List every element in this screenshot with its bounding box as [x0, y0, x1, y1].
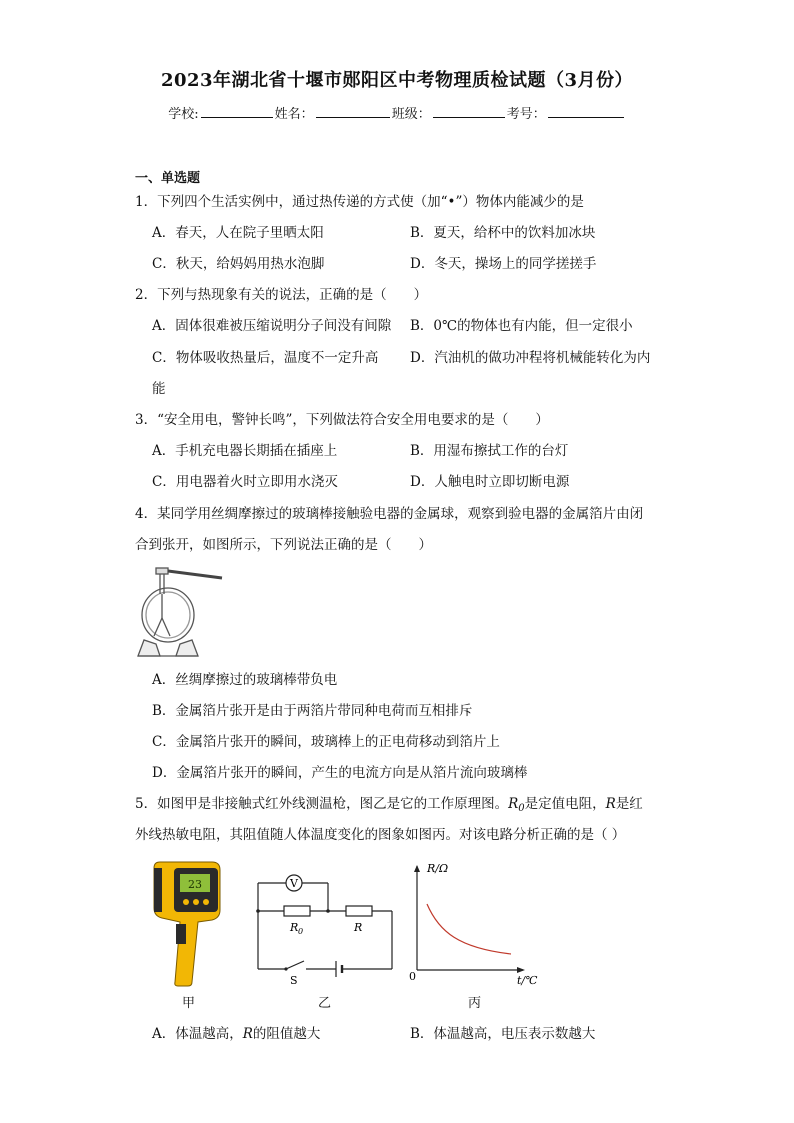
q3-stem: 3．“安全用电，警钟长鸣”，下列做法符合安全用电要求的是（ ） — [135, 412, 549, 428]
q2-option-a: A．固体很难被压缩说明分子间没有间隙 — [152, 318, 392, 334]
exam-no-blank — [548, 104, 624, 118]
section-heading: 一、单选题 — [135, 171, 201, 186]
ir-thermometer-figure — [148, 858, 228, 988]
figure-caption-yi: 乙 — [318, 996, 332, 1011]
q2-option-d-continued: 能 — [152, 381, 166, 397]
q5-stem-line1 — [135, 794, 643, 819]
exam-no-label: 考号： — [506, 107, 546, 122]
q1-option-c: C．秋天，给妈妈用热水泡脚 — [152, 256, 325, 272]
q2-option-d: D．汽油机的做功冲程将机械能转化为内 — [410, 350, 651, 366]
q3-option-c: C．用电器着火时立即用水浇灭 — [152, 474, 338, 490]
q1-option-a: A．春天，人在院子里晒太阳 — [152, 225, 324, 241]
circuit-r0-label: R — [290, 921, 299, 934]
q5-option-a-prefix: A．体温越高， — [152, 1026, 243, 1042]
q4-option-d: D．金属箔片张开的瞬间，产生的电流方向是从箔片流向玻璃棒 — [152, 765, 528, 781]
r0-subscript: 0 — [518, 803, 525, 814]
q4-option-a: A．丝绸摩擦过的玻璃棒带负电 — [152, 672, 338, 688]
q2-stem: 2．下列与热现象有关的说法，正确的是（ ） — [135, 287, 428, 303]
q1-option-d: D．冬天，操场上的同学搓搓手 — [410, 256, 597, 272]
q5-stem-part3: 是红 — [615, 796, 643, 812]
class-label: 班级： — [391, 107, 431, 122]
q4-option-c: C．金属箔片张开的瞬间，玻璃棒上的正电荷移动到箔片上 — [152, 734, 500, 750]
q5-option-a — [152, 1024, 320, 1044]
page-title: 2023年湖北省十堰市郧阳区中考物理质检试题（3月份） — [160, 70, 634, 91]
q5-stem-part2: 是定值电阻， — [524, 796, 606, 812]
name-label: 姓名： — [274, 107, 314, 122]
school-blank — [201, 104, 273, 118]
q1-stem: 1．下列四个生活实例中，通过热传递的方式使（加“•”）物体内能减少的是 — [135, 194, 584, 210]
q5-option-b: B．体温越高，电压表示数越大 — [410, 1026, 596, 1042]
q3-option-b: B．用湿布擦拭工作的台灯 — [410, 443, 569, 459]
q4-stem-line1: 4．某同学用丝绸摩擦过的玻璃棒接触验电器的金属球，观察到验电器的金属箔片由闭 — [135, 506, 644, 522]
voltmeter-label: V — [290, 877, 298, 890]
q1-option-b: B．夏天，给杯中的饮料加冰块 — [410, 225, 596, 241]
figure-caption-bing: 丙 — [468, 996, 482, 1011]
q4-stem-line2: 合到张开，如图所示，下列说法正确的是（ ） — [135, 537, 432, 553]
q2-option-c: C．物体吸收热量后，温度不一定升高 — [152, 350, 379, 366]
resistance-temperature-graph — [405, 858, 555, 988]
q2-option-b: B．0℃的物体也有内能，但一定很小 — [410, 318, 633, 334]
figure-caption-jia: 甲 — [182, 996, 196, 1011]
q3-option-a: A．手机充电器长期插在插座上 — [152, 443, 338, 459]
q5-stem-part1: 5．如图甲是非接触式红外线测温枪，图乙是它的工作原理图。 — [135, 796, 509, 812]
circuit-r0-subscript: 0 — [298, 927, 304, 936]
school-label: 学校: — [168, 107, 199, 122]
circuit-diagram — [252, 865, 397, 985]
electroscope-figure — [130, 560, 230, 660]
resistance-curve — [427, 904, 511, 954]
q5-option-a-symbol: R — [242, 1026, 253, 1042]
q4-option-b: B．金属箔片张开是由于两箔片带同种电荷而互相排斥 — [152, 703, 473, 719]
q3-option-d: D．人触电时立即切断电源 — [410, 474, 570, 490]
name-blank — [316, 104, 390, 118]
student-info-line — [0, 103, 794, 122]
q5-stem-line2: 外线热敏电阻，其阻值随人体温度变化的图象如图丙。对该电路分析正确的是（ ） — [135, 827, 626, 843]
class-blank — [433, 104, 505, 118]
q5-option-a-suffix: 的阻值越大 — [252, 1026, 321, 1042]
graph-x-label: t/℃ — [517, 974, 538, 987]
switch-label: S — [290, 974, 298, 985]
r-symbol: R — [605, 796, 616, 812]
r0-symbol: R — [508, 796, 519, 812]
circuit-r-label: R — [354, 921, 363, 934]
graph-origin-label: 0 — [409, 970, 416, 983]
graph-y-label: R/Ω — [427, 862, 449, 875]
gun-display-reading: 23 — [188, 878, 202, 891]
